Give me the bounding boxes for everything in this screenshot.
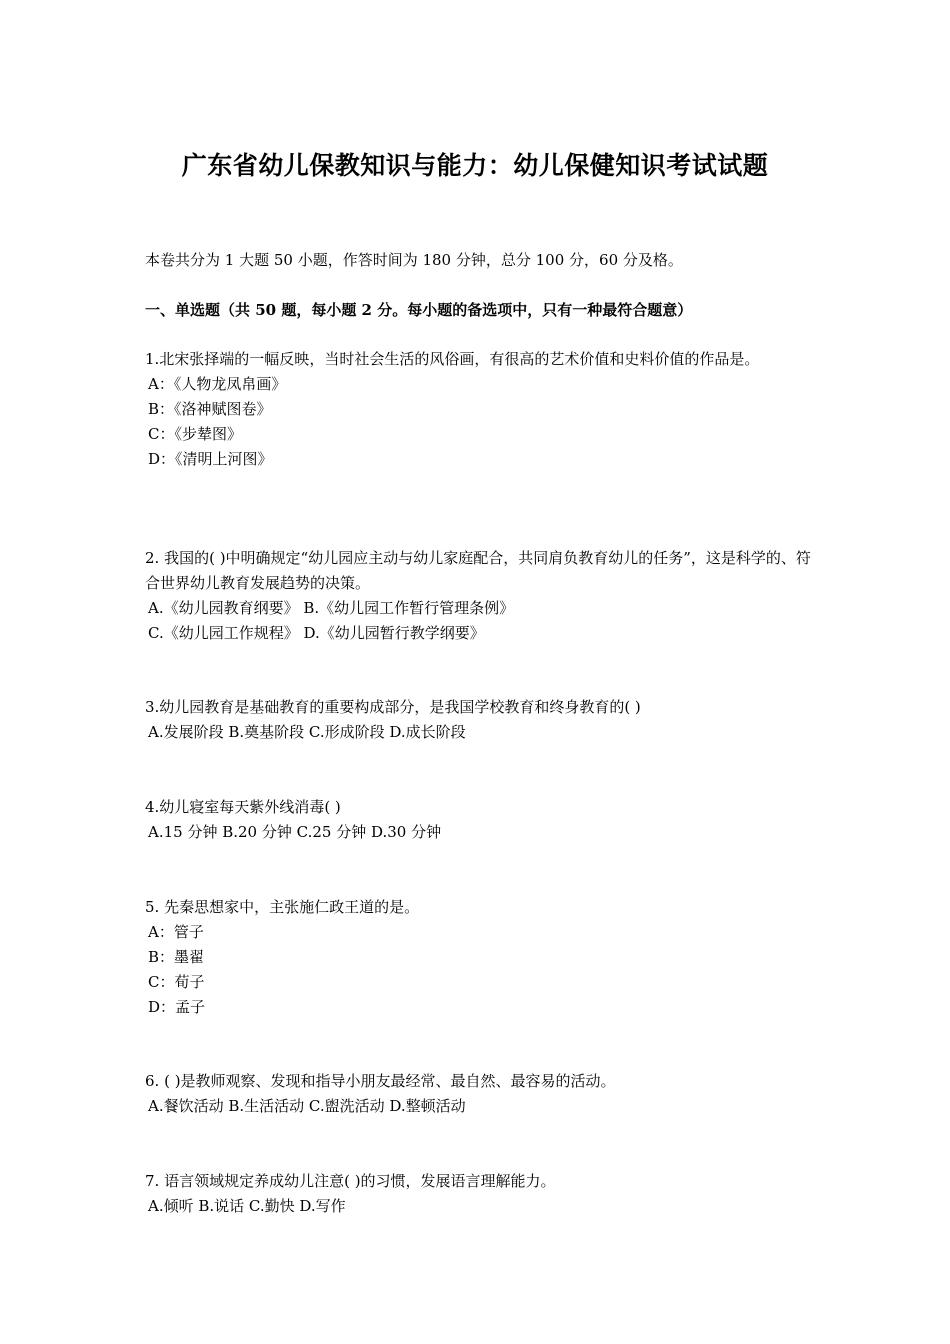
question-6 (145, 1069, 815, 1119)
question-4 (145, 795, 815, 845)
question-option: A：管子 (148, 923, 204, 941)
question-option: A.倾听 B.说话 C.勤快 D.写作 (148, 1197, 346, 1215)
question-option: B：《洛神赋图卷》 (148, 400, 272, 418)
document-title: 广东省幼儿保教知识与能力：幼儿保健知识考试试题 (181, 151, 769, 180)
question-3 (145, 695, 815, 745)
exam-intro: 本卷共分为 1 大题 50 小题，作答时间为 180 分钟，总分 100 分，60 分及格。 (145, 251, 683, 269)
question-option: B：墨翟 (148, 948, 205, 966)
question-stem: 5. 先秦思想家中，主张施仁政王道的是。 (145, 898, 420, 916)
question-option: A：《人物龙凤帛画》 (148, 375, 287, 393)
question-option: C：《步辇图》 (148, 425, 242, 443)
question-5 (145, 895, 815, 1020)
question-7 (145, 1169, 815, 1219)
question-option: A.发展阶段 B.奠基阶段 C.形成阶段 D.成长阶段 (148, 723, 466, 741)
question-option: C：荀子 (148, 973, 205, 991)
section-heading: 一、单选题（共 50 题，每小题 2 分。每小题的备选项中，只有一种最符合题意） (145, 301, 693, 319)
question-stem: 7. 语言领域规定养成幼儿注意( )的习惯，发展语言理解能力。 (145, 1172, 556, 1190)
question-option: D：孟子 (148, 998, 206, 1016)
question-stem: 3.幼儿园教育是基础教育的重要构成部分，是我国学校教育和终身教育的( ) (145, 698, 641, 716)
question-stem: 2. 我国的( )中明确规定“幼儿园应主动与幼儿家庭配合，共同肩负教育幼儿的任务”，这是科学的、符合世界幼儿教育发展趋势的决策。 (145, 549, 811, 592)
question-stem: 6. ( )是教师观察、发现和指导小朋友最经常、最自然、最容易的活动。 (145, 1072, 616, 1090)
question-option: D：《清明上河图》 (148, 450, 273, 468)
question-option: A.15 分钟 B.20 分钟 C.25 分钟 D.30 分钟 (148, 823, 442, 841)
question-stem: 4.幼儿寝室每天紫外线消毒( ) (145, 798, 341, 816)
question-1 (145, 347, 815, 472)
question-option: A.餐饮活动 B.生活活动 C.盥洗活动 D.整顿活动 (148, 1097, 466, 1115)
question-option: A.《幼儿园教育纲要》 B.《幼儿园工作暂行管理条例》 (148, 599, 515, 617)
question-2 (145, 546, 815, 646)
question-option: C.《幼儿园工作规程》 D.《幼儿园暂行教学纲要》 (148, 624, 485, 642)
question-stem: 1.北宋张择端的一幅反映，当时社会生活的风俗画，有很高的艺术价值和史料价值的作品是。 (145, 350, 760, 368)
